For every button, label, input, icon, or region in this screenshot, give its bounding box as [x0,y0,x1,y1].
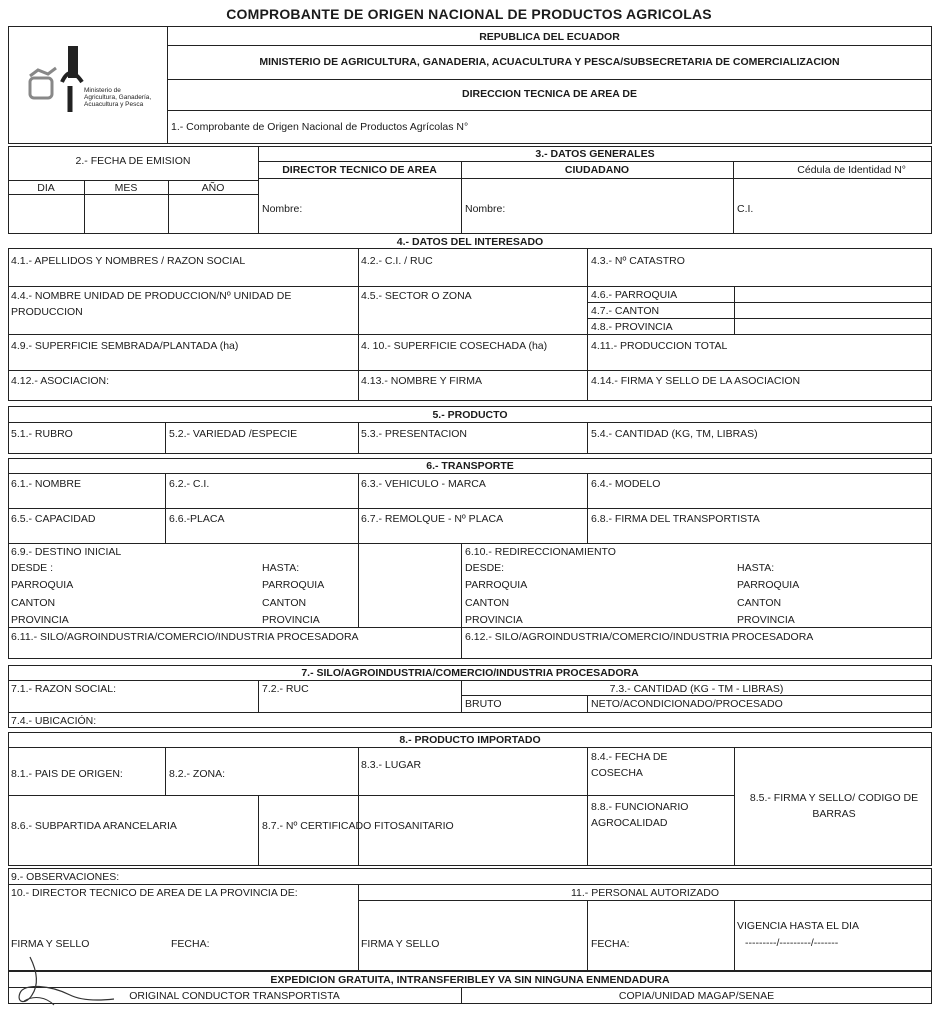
day-field[interactable] [9,195,83,233]
field-5-3[interactable]: 5.3.- PRESENTACION [361,428,467,440]
form-title: COMPROBANTE DE ORIGEN NACIONAL DE PRODUCTOS AGRICOLAS [226,6,712,22]
svg-text:Agricultura, Ganadería,: Agricultura, Ganadería, [84,94,152,101]
redirect-to-label[interactable]: HASTA: [737,562,775,574]
year-field[interactable] [169,195,257,233]
free-issue-notice: EXPEDICION GRATUITA, INTRANSFERIBLEY VA SIN NINGUNA ENMENDADURA [270,974,670,986]
field-6-5[interactable]: 6.5.- CAPACIDAD [11,513,96,525]
field-8-7[interactable]: 8.7.- Nº CERTIFICADO FITOSANITARIO [262,820,454,832]
director-province-title: 10.- DIRECTOR TECNICO DE AREA DE LA PROVINCIA DE: [11,887,298,899]
initial-from-province[interactable]: PROVINCIA [11,614,69,626]
field-8-3[interactable]: 8.3.- LUGAR [361,759,422,771]
gross-quantity-field[interactable]: BRUTO [465,698,502,710]
copy-magap-label: COPIA/UNIDAD MAGAP/SENAE [618,990,775,1002]
redirect-from-label[interactable]: DESDE: [465,562,505,574]
field-5-2[interactable]: 5.2.- VARIEDAD /ESPECIE [169,428,298,440]
initial-to-label[interactable]: HASTA: [262,562,300,574]
field-8-8[interactable]: 8.8.- FUNCIONARIO AGROCALIDAD [591,801,689,829]
original-copy-label: ORIGINAL CONDUCTOR TRANSPORTISTA [129,990,340,1002]
validity-label: VIGENCIA HASTA EL DIA [737,920,859,932]
field-8-4[interactable]: 8.4.- FECHA DE COSECHA [591,751,668,779]
processor-title: 7.- SILO/AGROINDUSTRIA/COMERCIO/INDUSTRIA PROCESADORA [301,667,639,679]
validity-date-field[interactable]: ---------/---------/------- [745,937,839,949]
authorized-personnel-title: 11.- PERSONAL AUTORIZADO [570,887,719,899]
authorized-date-field[interactable]: FECHA: [591,938,630,950]
field-4-6[interactable]: 4.6.- PARROQUIA [591,289,678,301]
field-4-1[interactable]: 4.1.- APELLIDOS Y NOMBRES / RAZON SOCIAL [11,255,246,267]
initial-from-canton[interactable]: CANTON [11,597,56,609]
field-6-1[interactable]: 6.1.- NOMBRE [11,478,82,490]
ministry-logo [24,38,164,118]
field-6-10: 6.10.- REDIRECCIONAMIENTO [465,546,616,558]
redirect-from-province[interactable]: PROVINCIA [465,614,523,626]
field-4-7[interactable]: 4.7.- CANTON [591,305,660,317]
initial-from-label[interactable]: DESDE : [11,562,54,574]
field-6-7[interactable]: 6.7.- REMOLQUE - Nº PLACA [361,513,504,525]
interested-data-title: 4.- DATOS DEL INTERESADO [396,236,544,248]
ministry-label: MINISTERIO DE AGRICULTURA, GANADERIA, ACUACULTURA Y PESCA/SUBSECRETARIA DE COMERCIALIZACION [259,56,840,68]
month-label: MES [114,182,138,194]
field-7-1[interactable]: 7.1.- RAZON SOCIAL: [11,683,117,695]
redirect-from-canton[interactable]: CANTON [465,597,510,609]
imported-product-title: 8.- PRODUCTO IMPORTADO [399,734,541,746]
field-6-6[interactable]: 6.6.-PLACA [169,513,225,525]
field-7-3: 7.3.- CANTIDAD (KG - TM - LIBRAS) [609,683,784,695]
field-4-8[interactable]: 4.8.- PROVINCIA [591,321,673,333]
initial-to-province[interactable]: PROVINCIA [262,614,320,626]
general-data-title: 3.- DATOS GENERALES [535,148,655,160]
director-header: DIRECTOR TECNICO DE AREA [282,164,437,176]
redirect-to-canton[interactable]: CANTON [737,597,782,609]
field-5-1[interactable]: 5.1.- RUBRO [11,428,73,440]
field-4-4[interactable]: 4.4.- NOMBRE UNIDAD DE PRODUCCION/Nº UNIDAD DE PRODUCCION [11,290,292,318]
citizen-ci-field[interactable]: C.I. [737,203,754,215]
observations-field[interactable]: 9.- OBSERVACIONES: [11,871,120,883]
republic-label: REPUBLICA DEL ECUADOR [479,31,620,43]
field-4-9[interactable]: 4.9.- SUPERFICIE SEMBRADA/PLANTADA (ha) [11,340,239,352]
field-6-9: 6.9.- DESTINO INICIAL [11,546,122,558]
director-signature-field[interactable]: FIRMA Y SELLO [11,938,90,950]
svg-text:Acuacultura y Pesca: Acuacultura y Pesca [84,101,144,108]
id-card-header: Cédula de Identidad N° [797,164,906,176]
field-4-12[interactable]: 4.12.- ASOCIACION: [11,375,110,387]
issue-date-title: 2.- FECHA DE EMISION [75,155,191,167]
net-quantity-field[interactable]: NETO/ACONDICIONADO/PROCESADO [591,698,783,710]
transport-title: 6.- TRANSPORTE [426,460,514,472]
field-8-5[interactable]: 8.5.- FIRMA Y SELLO/ CODIGO DE BARRAS [749,792,919,820]
month-field[interactable] [85,195,167,233]
initial-to-parish[interactable]: PARROQUIA [262,579,325,591]
director-date-field[interactable]: FECHA: [171,938,210,950]
field-4-5[interactable]: 4.5.- SECTOR O ZONA [361,290,472,302]
field-4-2[interactable]: 4.2.- C.I. / RUC [361,255,433,267]
initial-from-parish[interactable]: PARROQUIA [11,579,74,591]
direction-label: DIRECCION TECNICA DE AREA DE [461,88,637,100]
ministry-logo-icon [24,38,164,118]
field-6-8[interactable]: 6.8.- FIRMA DEL TRANSPORTISTA [591,513,760,525]
field-8-6[interactable]: 8.6.- SUBPARTIDA ARANCELARIA [11,820,177,832]
voucher-number-label: 1.- Comprobante de Origen Nacional de Productos Agrícolas N° [171,121,469,133]
redirect-from-parish[interactable]: PARROQUIA [465,579,528,591]
field-7-4[interactable]: 7.4.- UBICACIÓN: [11,715,97,727]
year-label: AÑO [201,182,225,194]
field-5-4[interactable]: 5.4.- CANTIDAD (KG, TM, LIBRAS) [591,428,758,440]
director-name-field[interactable]: Nombre: [262,203,303,215]
product-title: 5.- PRODUCTO [432,409,508,421]
field-6-3[interactable]: 6.3.- VEHICULO - MARCA [361,478,486,490]
field-8-1[interactable]: 8.1.- PAIS DE ORIGEN: [11,768,123,780]
field-6-12[interactable]: 6.12.- SILO/AGROINDUSTRIA/COMERCIO/INDUSTRIA PROCESADORA [465,631,814,643]
citizen-name-field[interactable]: Nombre: [465,203,506,215]
field-4-3[interactable]: 4.3.- Nº CATASTRO [591,255,685,267]
signature-scribble-icon [10,955,120,1010]
field-4-13[interactable]: 4.13.- NOMBRE Y FIRMA [361,375,482,387]
redirect-to-province[interactable]: PROVINCIA [737,614,795,626]
field-6-4[interactable]: 6.4.- MODELO [591,478,661,490]
initial-to-canton[interactable]: CANTON [262,597,307,609]
svg-text:Ministerio de: Ministerio de [84,87,121,94]
field-6-11[interactable]: 6.11.- SILO/AGROINDUSTRIA/COMERCIO/INDUSTRIA PROCESADORA [11,631,359,643]
field-4-14[interactable]: 4.14.- FIRMA Y SELLO DE LA ASOCIACION [591,375,801,387]
authorized-signature-field[interactable]: FIRMA Y SELLO [361,938,440,950]
field-4-11[interactable]: 4.11.- PRODUCCION TOTAL [591,340,728,352]
field-4-10[interactable]: 4. 10.- SUPERFICIE COSECHADA (ha) [361,340,548,352]
field-8-2[interactable]: 8.2.- ZONA: [169,768,226,780]
redirect-to-parish[interactable]: PARROQUIA [737,579,800,591]
field-6-2[interactable]: 6.2.- C.I. [169,478,210,490]
citizen-header: CIUDADANO [564,164,630,176]
day-label: DIA [37,182,55,194]
field-7-2[interactable]: 7.2.- RUC [262,683,309,695]
